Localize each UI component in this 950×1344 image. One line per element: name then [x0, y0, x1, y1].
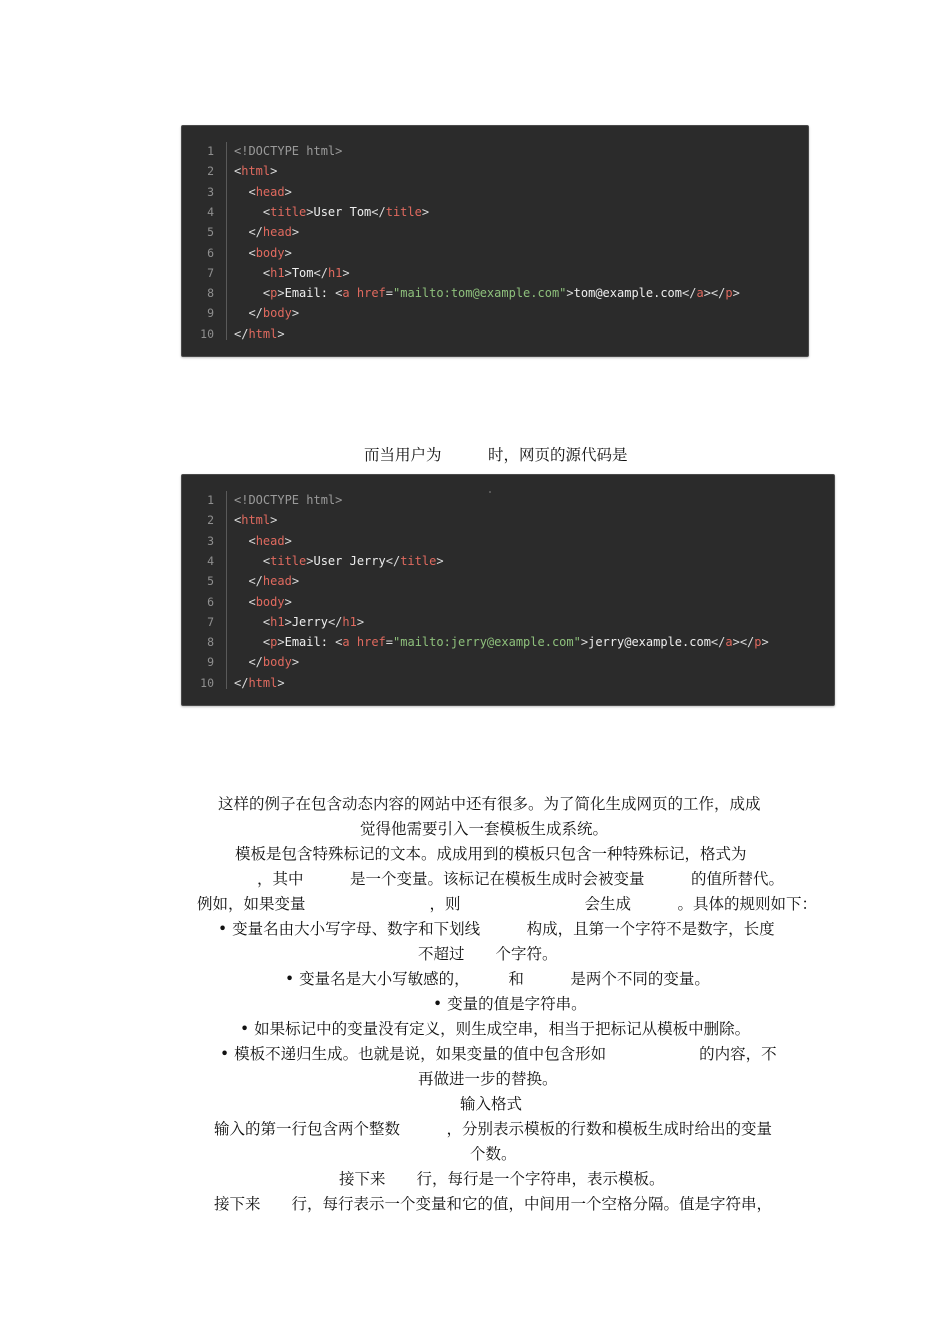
body-line-2: 觉得他需要引入一套模板生成系统。	[360, 820, 609, 838]
code-token: >	[277, 675, 285, 690]
line-number: 3	[207, 533, 214, 548]
code-line	[234, 243, 292, 263]
rule-item-1-cont: 不超过 个字符。	[418, 945, 558, 963]
input-line-1: 输入的第一行包含两个整数 ，分别表示模板的行数和模板生成时给出的变量	[214, 1120, 773, 1138]
code-token: tom@example.com	[573, 286, 683, 301]
code-line	[234, 652, 299, 672]
input-line-3: 接下来 行，每行表示一个变量和它的值，中间用一个空格分隔。值是字符串，	[214, 1195, 773, 1213]
code-token: >	[356, 614, 365, 629]
code-token: "mailto:tom@example.com"	[393, 286, 567, 301]
code-line	[234, 571, 299, 591]
code-line	[234, 182, 292, 202]
code-token: p	[725, 286, 733, 301]
code-token: >	[277, 326, 285, 341]
code-token: </	[234, 306, 263, 321]
code-token: </	[234, 326, 249, 341]
code-token: </	[371, 204, 386, 219]
line-number: 5	[207, 225, 214, 240]
code-token: >	[566, 286, 574, 301]
rule-item-3: • 变量的值是字符串。	[433, 995, 587, 1013]
code-token: a	[725, 635, 733, 650]
body-line-4: ，其中 是一个变量。该标记在模板生成时会被变量 的值所替代。	[257, 870, 785, 888]
line-number: 10	[200, 326, 214, 341]
line-number: 2	[207, 164, 214, 179]
code-token: </	[385, 553, 401, 568]
code-line	[234, 673, 285, 693]
code-token: ></	[732, 635, 755, 650]
line-number: 4	[207, 204, 214, 219]
code-token: Jerry	[291, 614, 328, 629]
code-token: </	[234, 225, 263, 240]
code-token: html	[241, 164, 271, 179]
code-token	[350, 286, 357, 300]
code-line	[234, 263, 350, 283]
code-line	[234, 510, 277, 530]
code-token: head	[262, 225, 292, 240]
code-token: <	[234, 245, 256, 260]
code-token: <	[234, 164, 242, 179]
body-line-3: 模板是包含特殊标记的文本。成成用到的模板只包含一种特殊标记，格式为	[235, 845, 747, 863]
code-line	[234, 303, 299, 323]
code-token: >	[342, 265, 350, 280]
code-token: body	[262, 306, 292, 321]
caption-between-code: 而当用户为 时，网页的源代码是	[364, 446, 628, 464]
line-number-gutter	[182, 126, 226, 356]
body-line-1: 这样的例子在包含动态内容的网站中还有很多。为了简化生成网页的工作，成成	[218, 795, 761, 813]
line-number: 9	[207, 306, 214, 321]
line-number: 6	[207, 245, 214, 260]
code-token: =	[385, 286, 394, 301]
code-token: >	[270, 513, 278, 528]
code-token: head	[262, 574, 292, 589]
code-token: body	[255, 594, 285, 609]
code-token: </	[313, 265, 328, 280]
line-number: 5	[207, 574, 214, 589]
code-line	[234, 283, 740, 303]
line-number: 3	[207, 184, 214, 199]
rule-item-5-cont: 再做进一步的替换。	[418, 1070, 558, 1088]
code-token: <	[234, 184, 256, 199]
code-block-1	[181, 125, 809, 357]
code-token: >	[284, 265, 292, 280]
code-token: >	[277, 635, 285, 650]
code-token: p	[754, 635, 762, 650]
code-token: >	[761, 635, 769, 650]
code-line	[234, 161, 277, 181]
code-token: html	[241, 513, 271, 528]
code-line	[234, 632, 769, 652]
code-token: Email:	[284, 635, 336, 650]
code-token: </	[234, 675, 249, 690]
code-token: >	[291, 225, 300, 240]
input-line-2: 接下来 行，每行是一个字符串，表示模板。	[339, 1170, 665, 1188]
code-token: >	[284, 594, 292, 609]
code-token: body	[255, 245, 285, 260]
code-token: p	[270, 635, 278, 650]
code-line	[234, 222, 299, 242]
code-token: h1	[270, 614, 285, 629]
code-token: jerry@example.com	[588, 635, 711, 650]
code-token: <	[234, 594, 256, 609]
code-token: h1	[270, 265, 285, 280]
rule-item-4: • 如果标记中的变量没有定义，则生成空串，相当于把标记从模板中删除。	[240, 1020, 751, 1038]
code-token: <	[234, 635, 271, 650]
code-token: html	[248, 675, 278, 690]
line-number: 7	[207, 265, 214, 280]
code-token: User Jerry	[313, 553, 386, 568]
line-number: 2	[207, 513, 214, 528]
code-token: body	[262, 655, 292, 670]
code-token: html	[248, 326, 278, 341]
line-number: 9	[207, 655, 214, 670]
code-token: </	[710, 635, 726, 650]
code-token: <!DOCTYPE html>	[234, 493, 343, 507]
code-token: <	[234, 286, 271, 301]
body-line-5: 例如，如果变量 ，则 会生成 。具体的规则如下：	[197, 895, 818, 913]
code-token: >	[732, 286, 740, 301]
code-token: "mailto:jerry@example.com"	[393, 635, 581, 650]
code-token: >	[306, 553, 314, 568]
code-line	[234, 551, 444, 571]
code-line	[234, 531, 292, 551]
code-token: Email:	[284, 286, 336, 301]
code-token: <	[234, 204, 271, 219]
line-number: 8	[207, 635, 214, 650]
stray-dot	[489, 491, 491, 493]
code-token: <	[335, 286, 343, 301]
line-number: 1	[207, 493, 214, 507]
code-token: >	[291, 574, 300, 589]
code-token: title	[400, 553, 437, 568]
code-token: head	[255, 533, 285, 548]
code-line	[234, 141, 342, 161]
rule-item-5: • 模板不递归生成。也就是说，如果变量的值中包含形如 的内容，不	[220, 1045, 777, 1063]
code-token: </	[327, 614, 343, 629]
code-token: User Tom	[313, 204, 372, 219]
code-token: href	[356, 286, 386, 301]
code-token: head	[255, 184, 285, 199]
code-token: <!DOCTYPE html>	[234, 144, 343, 158]
code-token: >	[277, 286, 285, 301]
code-line	[234, 592, 292, 612]
line-number-gutter	[182, 475, 226, 705]
line-number: 1	[207, 144, 214, 158]
code-token: ></	[703, 286, 726, 301]
code-token: title	[385, 204, 422, 219]
line-number: 4	[207, 553, 214, 568]
code-block-2	[181, 474, 835, 706]
code-token: p	[270, 286, 278, 301]
line-number: 10	[200, 675, 214, 690]
code-token: a	[342, 286, 350, 301]
code-token: Tom	[291, 265, 314, 280]
rule-item-2: • 变量名是大小写敏感的， 和 是两个不同的变量。	[285, 970, 710, 988]
code-token: </	[234, 655, 263, 670]
code-token: <	[234, 513, 242, 528]
line-number: 7	[207, 614, 214, 629]
code-token: <	[234, 265, 271, 280]
code-token: a	[342, 635, 350, 650]
code-line	[234, 202, 429, 222]
code-token: >	[306, 204, 314, 219]
code-line	[234, 324, 285, 344]
code-token: a	[696, 286, 704, 301]
input-line-1-cont: 个数。	[470, 1145, 517, 1163]
code-token: <	[234, 533, 256, 548]
code-token: >	[436, 553, 444, 568]
code-line	[234, 490, 342, 510]
code-token: =	[385, 635, 394, 650]
code-token: <	[234, 553, 271, 568]
code-token: </	[234, 574, 263, 589]
code-token	[350, 635, 357, 649]
code-token: h1	[327, 265, 343, 280]
code-token: title	[270, 553, 307, 568]
code-token: >	[284, 533, 292, 548]
code-token: <	[335, 635, 343, 650]
rule-item-1: • 变量名由大小写字母、数字和下划线 构成，且第一个字符不是数字，长度	[218, 920, 775, 938]
code-token: >	[291, 655, 300, 670]
code-token: title	[270, 204, 307, 219]
line-number: 8	[207, 286, 214, 301]
section-heading-input-format: 输入格式	[460, 1095, 523, 1113]
code-token: >	[284, 184, 292, 199]
line-number: 6	[207, 594, 214, 609]
code-token: >	[270, 164, 278, 179]
code-token: >	[284, 614, 292, 629]
code-token: >	[580, 635, 589, 650]
code-token: h1	[342, 614, 357, 629]
code-token: >	[421, 204, 430, 219]
code-token: >	[291, 306, 300, 321]
code-line	[234, 612, 364, 632]
code-token: >	[284, 245, 292, 260]
code-token: <	[234, 614, 271, 629]
code-token: href	[356, 635, 386, 650]
code-token: </	[682, 286, 697, 301]
